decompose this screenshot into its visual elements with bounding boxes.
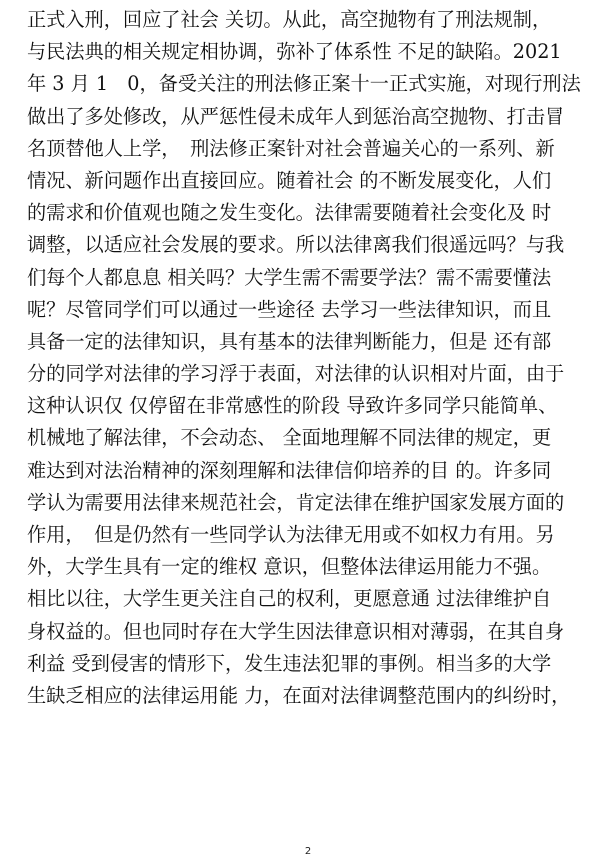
text-line: 与民法典的相关规定相协调，弥补了体系性 不足的缺陷。2021: [27, 40, 562, 64]
text-line: 呢？尽管同学们可以通过一些途径 去学习一些法律知识，而且: [27, 297, 552, 321]
text-line: 做出了多处修改，从严惩性侵未成年人到惩治高空抛物、打击冒: [27, 104, 565, 128]
text-line: 名顶替他人上学， 刑法修正案针对社会普遍关心的一系列、新: [27, 136, 555, 160]
text-line: 调整，以适应社会发展的要求。所以法律离我们很遥远吗？与我: [27, 233, 565, 257]
text-line: 具备一定的法律知识，具有基本的法律判断能力，但是 还有部: [27, 329, 552, 353]
text-line: 身权益的。但也同时存在大学生因法律意识相对薄弱，在其自身: [27, 619, 565, 643]
text-line: 作用， 但是仍然有一些同学认为法律无用或不如权力有用。另: [27, 523, 555, 546]
text-line: 分的同学对法律的学习浮于表面，对法律的认识相对片面，由于: [27, 362, 565, 386]
page-number: 2: [304, 846, 312, 857]
text-line: 利益 受到侵害的情形下，发生违法犯罪的事例。相当多的大学: [27, 651, 552, 675]
text-line: 的需求和价值观也随之发生变化。法律需要随着社会变化及 时: [27, 201, 552, 225]
body-text: [27, 4, 593, 712]
text-line: 这种认识仅 仅停留在非常感性的阶段 导致许多同学只能简单、: [27, 394, 558, 418]
text-line: 难达到对法治精神的深刻理解和法律信仰培养的目 的。许多同: [27, 458, 552, 482]
text-line: 正式入刑，回应了社会 关切。从此，高空抛物有了刑法规制，: [27, 8, 552, 31]
text-line: 机械地了解法律，不会动态、 全面地理解不同法律的规定，更: [27, 426, 552, 450]
text-line: 外，大学生具有一定的维权 意识，但整体法律运用能力不强。: [27, 555, 552, 579]
text-line: 生缺乏相应的法律运用能 力，在面对法律调整范围内的纠纷时，: [27, 683, 571, 707]
text-line: 学认为需要用法律来规范社会，肯定法律在维护国家发展方面的: [27, 490, 565, 514]
text-line: 们每个人都息息 相关吗？大学生需不需要学法？需不需要懂法: [27, 265, 552, 289]
text-line: 情况、新问题作出直接回应。随着社会 的不断发展变化，人们: [27, 168, 552, 192]
text-line: 年 3 月 1 0，备受关注的刑法修正案十一正式实施，对现行刑法: [27, 72, 581, 96]
text-line: 相比以往，大学生更关注自己的权利，更愿意通 过法律维护自: [27, 587, 552, 611]
